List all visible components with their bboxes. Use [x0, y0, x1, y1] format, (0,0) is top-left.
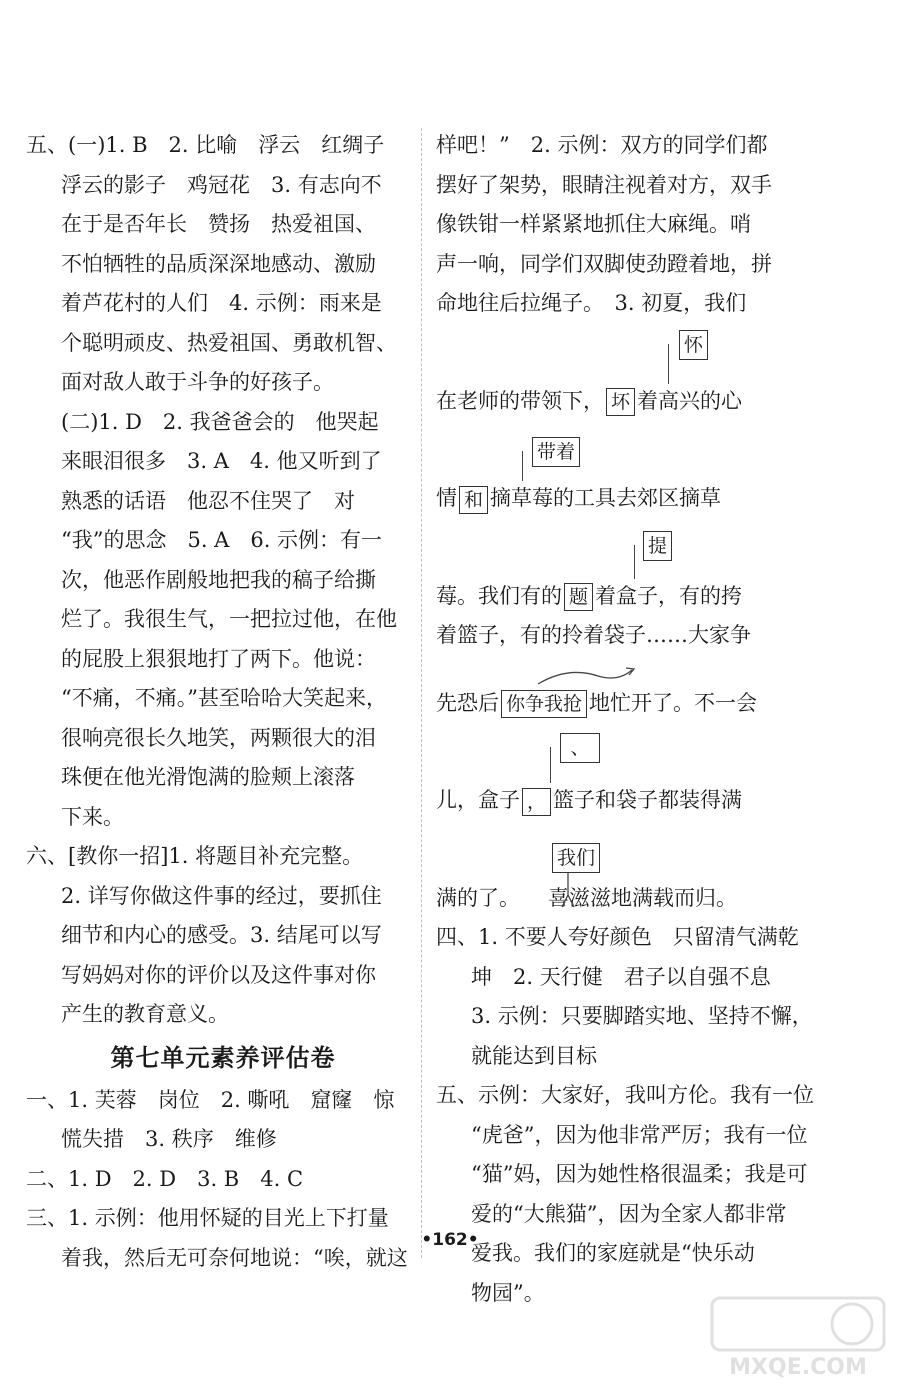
svg-text:MXQE.COM: MXQE.COM [729, 1355, 867, 1380]
text-line: 来眼泪很多 3. A 4. 他又听到了 [61, 449, 382, 473]
correction-line-6: 满的了。 喜滋滋地满载而归。 [436, 885, 737, 910]
right-top-text [436, 126, 832, 324]
text-line: “猫”妈，因为她性格很温柔；我是可 [471, 1162, 808, 1186]
correction-stem-3 [634, 545, 635, 579]
text-line: 慌失措 3. 秩序 维修 [61, 1127, 277, 1151]
text-line: 着我，然后无可奈何地说：“唉，就这 [61, 1245, 408, 1270]
crossed-word-1: 坏 [606, 388, 635, 416]
crossed-punct: ， [522, 788, 551, 816]
text-line: 次，他恶作剧般地把我的稿子给撕 [61, 567, 376, 592]
text-line: 四、1. 不要人夸好颜色 只留清气满乾 [436, 925, 799, 949]
text-line: 很响亮很长久地笑，两颗很大的泪 [61, 725, 376, 750]
correction-above-5: 、 [560, 733, 600, 763]
text-line: 不怕牺牲的品质深深地感动、激励 [61, 251, 376, 276]
text-line: 的屁股上狠狠地打了两下。他说： [61, 646, 376, 671]
text-line: 烂了。我很生气，一把拉过他，在他 [61, 607, 397, 631]
text-line: 命地往后拉绳子。 3. 初夏，我们 [436, 291, 747, 315]
correction-above-2: 带着 [532, 437, 580, 467]
text-line: 面对敌人敢于斗争的好孩子。 [61, 370, 334, 394]
text-line: 2. 详写你做这件事的经过，要抓住 [61, 883, 382, 908]
text-line: 声一响，同学们双脚使劲蹬着地，拼 [436, 251, 772, 276]
correction-above-3: 提 [643, 531, 672, 561]
left-column [26, 126, 420, 1278]
text-line: “虎爸”，因为他非常严厉；我有一位 [471, 1122, 808, 1147]
text-line: 三、1. 示例：他用怀疑的目光上下打量 [26, 1206, 389, 1230]
correction-row-5 [436, 723, 832, 781]
swapped-phrase: 你争我抢 [501, 690, 587, 718]
text-line: 珠便在他光滑饱满的脸颊上滚落 [61, 765, 355, 789]
text-line: 着芦花村的人们 4. 示例：雨来是 [61, 291, 382, 315]
text-line: 3. 示例：只要脚踏实地、坚持不懈， [471, 1004, 813, 1028]
correction-row-4 [436, 656, 832, 684]
correction-row-3 [436, 519, 832, 577]
swap-mark-icon [528, 662, 648, 690]
correction-stem-2 [522, 451, 523, 481]
text-line: 着篮子，有的拎着袋子……大家争 [436, 623, 751, 647]
text-line: 摆好了架势，眼睛注视着对方，双手 [436, 172, 772, 197]
text-line: 下来。 [61, 804, 124, 829]
correction-line-2: 情 和 摘草莓的工具去郊区摘草 [436, 479, 832, 519]
text-line: 物园”。 [471, 1280, 545, 1305]
text-line: 浮云的影子 鸡冠花 3. 有志向不 [61, 172, 382, 197]
correction-row-2 [436, 421, 832, 479]
crossed-word-2: 和 [459, 486, 488, 514]
text-line: 一、1. 芙蓉 岗位 2. 嘶吼 窟窿 惊 [26, 1087, 395, 1112]
text-line: 在于是否年长 赞扬 热爱祖国、 [61, 212, 376, 236]
correction-line-5: 儿，盒子 ， 篮子和袋子都装得满 [436, 781, 832, 821]
section-title: 第七单元素养评估卷 [110, 1043, 336, 1072]
right-column [436, 126, 832, 1313]
correction-line-1: 在老师的带领下， 坏 着高兴的心 [436, 382, 832, 422]
text-line: 像铁钳一样紧紧地抓住大麻绳。哨 [436, 212, 751, 236]
correction-line-3: 莓。我们有的 题 着盒子，有的挎 [436, 577, 832, 617]
text-line: 产生的教育意义。 [61, 1002, 229, 1026]
text-line: 熟悉的话语 他忍不住哭了 对 [61, 488, 355, 513]
text-line: 五、示例：大家好，我叫方伦。我有一位 [436, 1083, 814, 1107]
watermark-logo [710, 1294, 886, 1382]
insert-caret-icon [558, 873, 578, 913]
column-divider [421, 128, 422, 1258]
text-line: 五、(一)1. B 2. 比喻 浮云 红绸子 [26, 133, 385, 157]
text-line: 细节和内心的感受。3. 结尾可以写 [61, 923, 382, 947]
text-line: 坤 2. 天行健 君子以自强不息 [471, 964, 771, 989]
correction-stem-5 [550, 747, 551, 783]
correction-above-1: 怀 [679, 330, 708, 360]
crossed-word-3: 题 [564, 583, 593, 611]
correction-line-4: 先恐后 你争我抢 地忙开了。不一会 [436, 684, 832, 724]
text-line: 样吧！” 2. 示例：双方的同学们都 [436, 133, 768, 157]
text-line: 爱的“大熊猫”，因为全家人都非常 [471, 1201, 787, 1226]
correction-above-6: 我们 [552, 843, 600, 873]
text-line: “我”的思念 5. A 6. 示例：有一 [61, 528, 383, 552]
right-bottom-text [436, 918, 832, 1313]
text-line: 写妈妈对你的评价以及这件事对你 [61, 962, 376, 987]
page-number: •162• [421, 1230, 479, 1250]
text-line: 六、[教你一招]1. 将题目补充完整。 [26, 844, 364, 868]
text-line: 爱我。我们的家庭就是“快乐动 [471, 1241, 755, 1265]
text-line: 个聪明顽皮、热爱祖国、勇敢机智、 [61, 330, 397, 355]
correction-stem-1 [668, 344, 669, 384]
correction-row-1 [436, 324, 832, 382]
text-line: “不痛，不痛。”甚至哈哈大笑起来， [61, 686, 387, 710]
correction-row-6 [436, 821, 832, 879]
text-line: (二)1. D 2. 我爸爸会的 他哭起 [61, 409, 379, 434]
text-line: 二、1. D 2. D 3. B 4. C [26, 1166, 304, 1191]
text-line: 就能达到目标 [471, 1043, 597, 1068]
